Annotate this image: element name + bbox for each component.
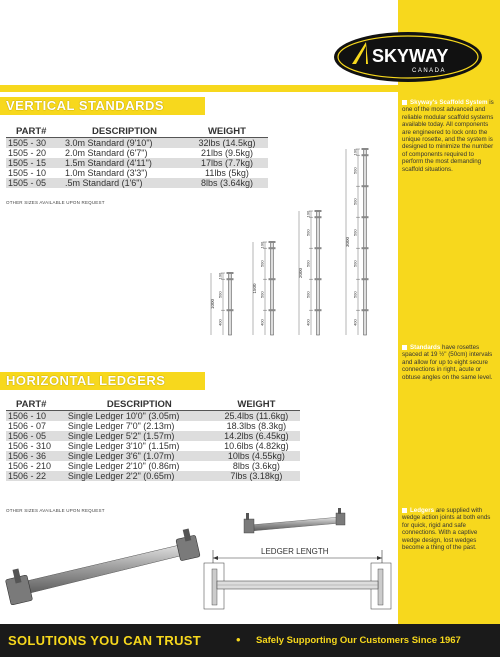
sidebar-paragraph-standards bbox=[402, 344, 494, 381]
weight-cell: 18.3lbs (8.3kg) bbox=[226, 421, 287, 431]
ledger-photo-small bbox=[244, 508, 345, 533]
skyway-logo bbox=[332, 30, 484, 85]
column-header: DESCRIPTION bbox=[92, 126, 157, 137]
horizontal-ledgers-title-bar bbox=[0, 372, 205, 390]
standard-drawing bbox=[252, 241, 276, 335]
segment-length-label: 500 bbox=[259, 291, 265, 299]
segment-length-label: 100 bbox=[305, 210, 311, 218]
footer-tagline: Safely Supporting Our Customers Since 1967 bbox=[256, 635, 461, 646]
standard-drawing bbox=[298, 210, 322, 335]
rosette bbox=[362, 154, 369, 156]
part-number-cell: 1505 - 10 bbox=[8, 168, 47, 178]
table-row bbox=[6, 451, 300, 461]
segment-length-label: 400 bbox=[305, 319, 311, 326]
segment-length-label: 500 bbox=[352, 198, 358, 206]
weight-cell: 8lbs (3.6kg) bbox=[232, 461, 280, 471]
rosette bbox=[315, 216, 322, 218]
bullet-square-icon bbox=[402, 508, 407, 513]
description-cell: Single Ledger 2'2" (0.65m) bbox=[66, 471, 213, 481]
part-number-cell: 1505 - 20 bbox=[8, 148, 47, 158]
part-number-cell: 1506 - 10 bbox=[6, 411, 66, 422]
total-length-label: 2000 bbox=[298, 267, 303, 279]
description-cell: Single Ledger 7'0" (2.13m) bbox=[67, 421, 175, 431]
description-cell: .5m Standard (1'6") bbox=[63, 178, 186, 188]
horizontal-ledgers-title: HORIZONTAL LEDGERS bbox=[6, 373, 166, 388]
ledger-length-label: LEDGER LENGTH bbox=[261, 547, 329, 556]
sidebar-highlight: Standards bbox=[410, 344, 441, 351]
segment-length-label: 500 bbox=[352, 229, 358, 237]
segment-length-label: 100 bbox=[352, 148, 358, 156]
weight-cell: 10lbs (4.55kg) bbox=[213, 451, 300, 461]
table-row bbox=[6, 431, 300, 441]
footer-bullet: • bbox=[236, 632, 241, 647]
table-row bbox=[6, 471, 300, 481]
rosette bbox=[362, 185, 369, 187]
vertical-note: OTHER SIZES AVAILABLE UPON REQUEST bbox=[6, 200, 105, 205]
column-header: WEIGHT bbox=[207, 126, 246, 137]
description-cell: 1.5m Standard (4'11") bbox=[63, 158, 186, 168]
vertical-standards-title: VERTICAL STANDARDS bbox=[6, 98, 165, 113]
total-length-label: 1500 bbox=[252, 283, 257, 294]
rosette bbox=[362, 309, 369, 311]
column-header: DESCRIPTION bbox=[106, 399, 172, 410]
sidebar-paragraph-ledgers bbox=[402, 507, 494, 551]
logo-brand: SKYWAY bbox=[372, 46, 449, 66]
weight-cell: 17lbs (7.7kg) bbox=[186, 158, 268, 168]
sidebar-highlight: Ledgers bbox=[410, 507, 435, 514]
total-length-label: 3000 bbox=[345, 236, 350, 248]
part-number-cell: 1505 - 30 bbox=[6, 138, 63, 149]
part-number-cell: 1506 - 07 bbox=[8, 421, 47, 431]
description-cell: Single Ledger 3'6" (1.07m) bbox=[66, 451, 213, 461]
description-cell: Single Ledger 5'2" (1.57m) bbox=[66, 431, 213, 441]
bullet-square-icon bbox=[402, 100, 407, 105]
segment-length-label: 500 bbox=[217, 291, 223, 299]
rosette bbox=[315, 247, 322, 249]
description-cell: 2.0m Standard (6'7") bbox=[65, 148, 148, 158]
column-header: PART# bbox=[16, 399, 47, 410]
table-row bbox=[6, 441, 300, 451]
sidebar-text: have rosettes spaced at 19 ½" (50cm) intervals and allow for up to eight secure connections in right, acute or obtuse angles on the same level. bbox=[402, 344, 493, 381]
segment-length-label: 500 bbox=[305, 291, 311, 299]
rosette bbox=[269, 247, 276, 249]
segment-length-label: 400 bbox=[352, 319, 358, 326]
rosette bbox=[362, 148, 369, 150]
weight-cell: 25.4lbs (11.6kg) bbox=[213, 411, 300, 422]
standard-drawing bbox=[210, 272, 234, 335]
part-number-cell: 1505 - 05 bbox=[6, 178, 63, 188]
weight-cell: 32lbs (14.5kg) bbox=[186, 138, 268, 149]
footer-slogan: SOLUTIONS YOU CAN TRUST bbox=[8, 633, 202, 648]
description-cell: Single Ledger 10'0" (3.05m) bbox=[66, 411, 213, 422]
part-number-cell: 1506 - 36 bbox=[6, 451, 66, 461]
rosette bbox=[227, 278, 234, 280]
table-row bbox=[6, 411, 300, 422]
rosette bbox=[362, 278, 369, 280]
rosette bbox=[315, 278, 322, 280]
standard-tube bbox=[317, 211, 320, 335]
column-header: PART# bbox=[16, 126, 47, 137]
segment-length-label: 500 bbox=[305, 229, 311, 237]
sidebar-text: are supplied with wedge action joints at both ends for quick, rigid and safe connections. With a captive wedge design, lost wedges become a thing of the past. bbox=[402, 507, 491, 552]
part-number-cell: 1506 - 22 bbox=[6, 471, 66, 481]
rosette bbox=[362, 247, 369, 249]
rosette bbox=[227, 309, 234, 311]
ledger-illustration bbox=[0, 505, 398, 624]
weight-cell: 8lbs (3.64kg) bbox=[186, 178, 268, 188]
segment-length-label: 400 bbox=[259, 319, 265, 326]
logo-sub: CANADA bbox=[412, 68, 447, 74]
vertical-standards-title-bar bbox=[0, 97, 205, 115]
part-number-cell: 1506 - 210 bbox=[8, 461, 52, 471]
segment-length-label: 500 bbox=[352, 291, 358, 299]
segment-length-label: 500 bbox=[352, 260, 358, 268]
standard-tube bbox=[229, 273, 232, 335]
segment-length-label: 500 bbox=[305, 260, 311, 268]
standards-diagram bbox=[200, 125, 395, 340]
weight-cell: 7lbs (3.18kg) bbox=[213, 471, 300, 481]
weight-cell: 14.2lbs (6.45kg) bbox=[213, 431, 300, 441]
sidebar-text: is one of the most advanced and reliable modular scaffold systems available today. All components are engineered to lock onto the unique rosette, and the system is designed to minimize the number of components required to perform the most demanding scaffold situations. bbox=[402, 99, 494, 173]
rosette bbox=[269, 309, 276, 311]
rosette bbox=[227, 272, 234, 274]
description-cell: 3.0m Standard (9'10") bbox=[63, 138, 186, 149]
horizontal-note: OTHER SIZES AVAILABLE UPON REQUEST bbox=[6, 508, 105, 513]
description-cell: Single Ledger 3'10" (1.15m) bbox=[67, 441, 180, 451]
bullet-square-icon bbox=[402, 345, 407, 350]
sidebar-paragraph-system bbox=[402, 99, 494, 173]
horizontal-ledgers-table bbox=[6, 399, 300, 481]
weight-cell: 10.6lbs (4.82kg) bbox=[224, 441, 289, 451]
footer-bar bbox=[0, 624, 500, 657]
description-cell: 1.0m Standard (3'3") bbox=[65, 168, 148, 178]
table-row bbox=[6, 461, 300, 471]
segment-length-label: 500 bbox=[352, 167, 358, 175]
segment-length-label: 500 bbox=[259, 260, 265, 268]
standard-tube bbox=[271, 242, 274, 335]
rosette bbox=[315, 309, 322, 311]
ledger-length-drawing bbox=[204, 550, 391, 609]
segment-length-label: 100 bbox=[217, 272, 223, 280]
part-number-cell: 1505 - 15 bbox=[6, 158, 63, 168]
standard-tube bbox=[364, 149, 367, 335]
description-cell: Single Ledger 2'10" (0.86m) bbox=[67, 461, 180, 471]
rosette bbox=[315, 210, 322, 212]
part-number-cell: 1506 - 310 bbox=[8, 441, 52, 451]
segment-length-label: 100 bbox=[259, 241, 265, 249]
column-header: WEIGHT bbox=[237, 399, 276, 410]
standard-drawing bbox=[345, 148, 369, 335]
rosette bbox=[362, 216, 369, 218]
rosette bbox=[269, 241, 276, 243]
total-length-label: 1000 bbox=[210, 298, 215, 310]
table-row bbox=[6, 421, 300, 431]
ledger-photo-large bbox=[5, 528, 200, 605]
part-number-cell: 1506 - 05 bbox=[6, 431, 66, 441]
sidebar-highlight: Skyway's Scaffold System bbox=[410, 99, 488, 106]
weight-cell: 21lbs (9.5kg) bbox=[200, 148, 253, 158]
segment-length-label: 400 bbox=[217, 319, 223, 326]
header-band bbox=[0, 85, 398, 92]
weight-cell: 11lbs (5kg) bbox=[205, 168, 249, 178]
rosette bbox=[269, 278, 276, 280]
